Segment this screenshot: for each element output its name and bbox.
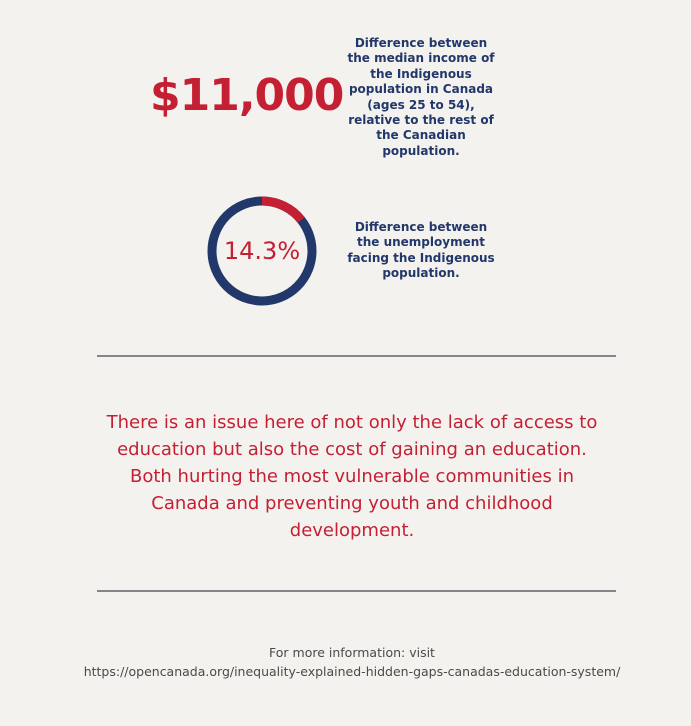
unemployment-stat-value: 14.3% (223, 237, 301, 265)
unemployment-donut (204, 193, 320, 309)
income-stat-value: $11,000 (150, 70, 344, 121)
footer (40, 643, 664, 681)
quote-text: There is an issue here of not only the lack of access to education but also the cost of gaining an education. Both hurting the most vulnerable communities in Canada and preventing youth and childhood development. (106, 412, 598, 541)
source-link[interactable]: https://opencanada.org/inequality-explained-hidden-gaps-canadas-education-system/ (83, 664, 621, 679)
unemployment-stat-description: Difference between the unemployment facing the Indigenous population. (347, 220, 495, 281)
bottom-divider (97, 590, 616, 592)
footer-intro: For more information: visit (269, 645, 435, 660)
income-stat-description: Difference between the median income of the Indigenous population in Canada (ages 25 to 54), relative to the rest of the Canadian population. (347, 36, 495, 158)
top-divider (97, 355, 616, 357)
